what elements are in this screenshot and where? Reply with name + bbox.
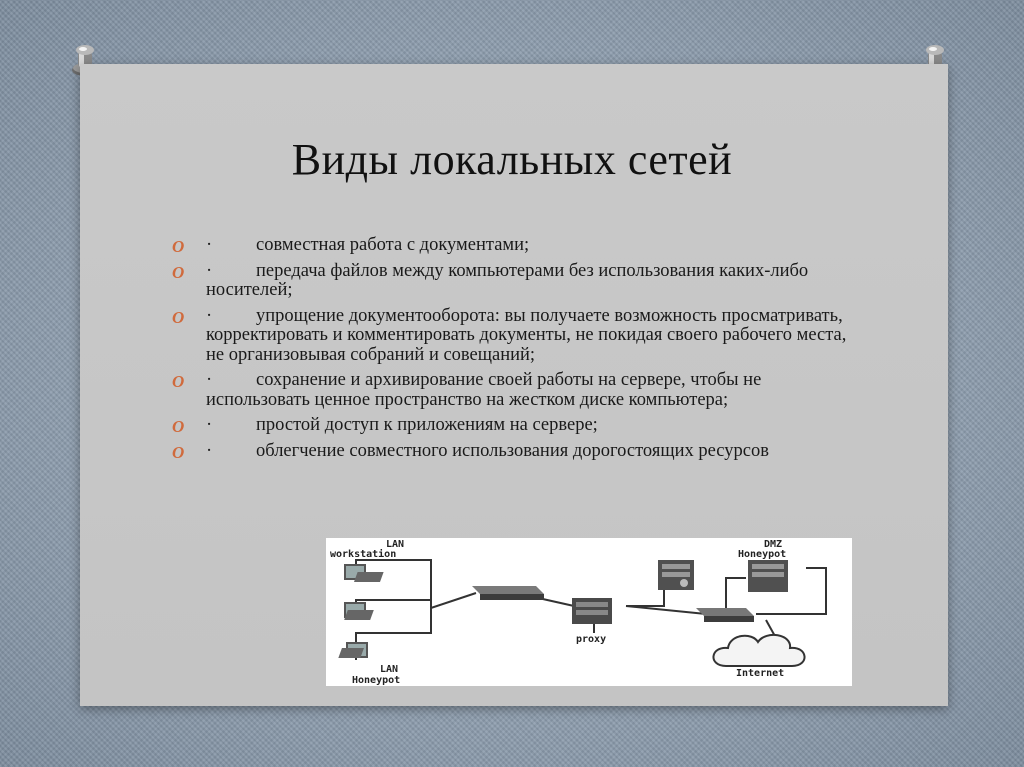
internet-cloud-icon — [713, 635, 804, 666]
label-workstation: workstation — [330, 549, 397, 560]
proxy-server-icon — [572, 598, 612, 624]
label-lan: LAN — [386, 539, 405, 550]
switch-icon — [472, 586, 544, 600]
list-item: O · совместная работа с документами; — [172, 235, 530, 256]
workstation-icon — [338, 642, 368, 658]
label-internet: Internet — [736, 668, 785, 679]
list-item: O · упрощение документооборота: вы получаете возможность просматривать, корректировать и комментировать документы, не покидая своего рабочего места, не организовывая собраний и совещаний; — [172, 305, 847, 365]
bullet-icon: O — [172, 262, 185, 282]
workstation-icon — [344, 564, 384, 582]
label-lan-2: LAN — [380, 664, 399, 675]
list-item: O · передача файлов между компьютерами без использования каких-либо носителей; — [172, 260, 809, 300]
label-dmz: DMZ — [764, 539, 783, 550]
label-dmz-honeypot: Honeypot — [738, 549, 787, 560]
slide-title: Виды локальных сетей — [291, 135, 733, 184]
workstation-icon — [344, 602, 374, 620]
list-item: O · простой доступ к приложениям на сервере; — [172, 415, 598, 436]
network-diagram — [326, 538, 852, 686]
list-item: O · облегчение совместного использования дорогостоящих ресурсов — [172, 440, 769, 462]
label-lan-honeypot: Honeypot — [352, 675, 401, 686]
bullet-icon: O — [172, 442, 185, 462]
bullet-list — [172, 236, 862, 467]
bullet-icon: O — [172, 307, 185, 327]
bullet-icon: O — [172, 417, 185, 436]
list-item: O · сохранение и архивирование своей работы на сервере, чтобы не использовать ценное пространство на жестком диске компьютера; — [172, 370, 762, 410]
label-proxy: proxy — [576, 634, 607, 645]
server-icon — [748, 560, 788, 592]
server-icon — [658, 560, 694, 590]
bullet-icon: O — [172, 372, 185, 391]
router-icon — [696, 608, 754, 622]
bullet-icon: O — [172, 237, 185, 256]
